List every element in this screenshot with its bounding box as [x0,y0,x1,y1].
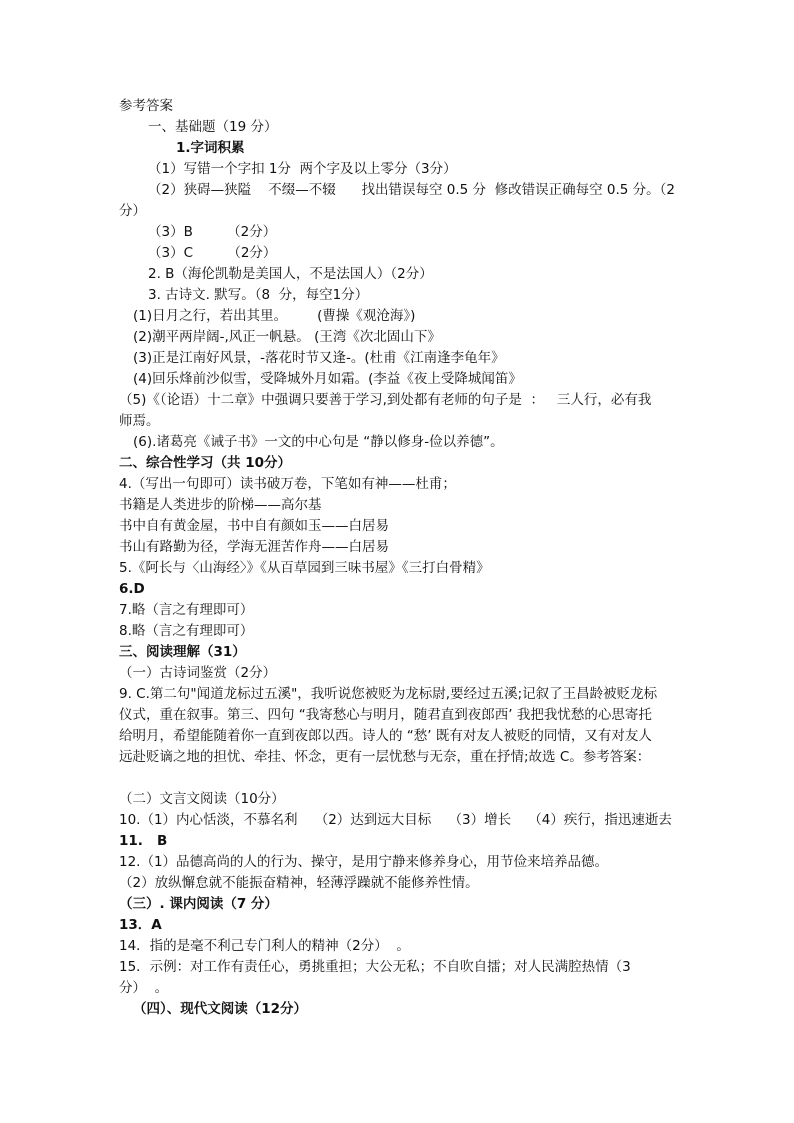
answer-line: 12.（1）品德高尚的人的行为、操守，是用宁静来修养身心，用节俭来培养品德。 [119,854,609,870]
answer-line: 3. 古诗文. 默写。（8 分，每空1分） [148,287,369,303]
answer-line: 仪式，重在叙事。第三、四句 “我寄愁心与明月，随君直到夜郎西’ 我把我忧愁的心思寄托 [119,707,652,723]
answer-line: 11. B [119,833,168,849]
answer-line: （3）B （2分） [148,224,277,240]
answer-line: 书山有路勤为径，学海无涯苦作舟——白居易 [119,539,389,555]
subsection-heading: （三）. 课内阅读（7 分） [119,896,278,912]
answer-line: （1）写错一个字扣 1分 两个字及以上零分（3分） [148,161,457,177]
answer-line: 7.略（言之有理即可） [119,602,254,618]
section-heading: 一、基础题（19 分） [148,119,278,135]
answer-line: 2. B（海伦凯勒是美国人，不是法国人）（2分） [148,266,433,282]
answer-line: 10.（1）内心恬淡，不慕名利 （2）达到远大目标 （3）增长 （4）疾行，指迅速逝去 [119,812,672,828]
answer-line: （2）放纵懈怠就不能振奋精神，轻薄浮躁就不能修养性情。 [119,875,479,891]
answer-line: (3)正是江南好风景，-落花时节又逢-。(杜甫《江南逢李龟年》 [133,350,505,366]
answer-line: (1)日月之行，若出其里。 (曹操《观沧海》) [133,308,416,324]
answer-line: 给明月，希望能随着你一直到夜郎以西。诗人的 “愁’ 既有对友人被贬的同情，又有对友人 [119,728,652,744]
subsection-heading: （一）古诗词鉴赏（2分） [119,665,277,681]
answer-line: 书籍是人类进步的阶梯——高尔基 [119,497,322,513]
answer-line: (2)潮平两岸阔-,风正一帆悬。 (王湾《次北固山下》 [133,329,441,345]
answer-line: （3）C （2分） [148,245,277,261]
answer-line: 4.（写出一句即可）读书破万卷，下笔如有神——杜甫； [119,476,456,492]
section-heading: 二、综合性学习（共 10分） [119,455,291,471]
subsection-heading: （二）文言文阅读（10分） [119,791,285,807]
answer-line: 15．示例：对工作有责任心，勇挑重担；大公无私；不自吹自擂；对人民满腔热情（3 [119,959,631,975]
answer-line: 5.《阿长与〈山海经〉》《从百草园到三味书屋》《三打白骨精》 [119,560,490,576]
answer-line: 6.D [119,581,145,597]
answer-line: (6).诸葛亮《诫子书》一文的中心句是 “静以修身-俭以养德”。 [133,434,504,450]
answer-line: 14．指的是毫不利己专门利人的精神（2分） 。 [119,938,410,954]
answer-line: 13．A [119,917,162,933]
answer-line: 师焉。 [119,413,160,429]
answer-line: 9. C.第二句"闻道龙标过五溪"，我听说您被贬为龙标尉,要经过五溪;记叙了王昌龄被贬龙标 [119,686,658,702]
answer-key-title: 参考答案 [119,98,173,114]
answer-line: (4)回乐烽前沙似雪，受降城外月如霜。(李益《夜上受降城闻笛》 [133,371,522,387]
answer-line: 书中自有黄金屋，书中自有颜如玉——白居易 [119,518,389,534]
answer-line: （2）狭碍—狭隘 不缀—不辍 找出错误每空 0.5 分 修改错误正确每空 0.5 分。（2 [148,182,676,198]
answer-line: 远赴贬谪之地的担忧、牵挂、怀念，更有一层忧愁与无奈，重在抒情;故选 C。参考答案： [119,749,651,765]
answer-line: 分） 。 [119,980,169,996]
answer-line: （5)《（论语）十二章》中强调只要善于学习,到处都有老师的句子是 ： 三人行，必有我 [119,392,652,408]
answer-line: 8.略（言之有理即可） [119,623,254,639]
subsection-heading: （四）、现代文阅读（12分） [133,1001,308,1017]
section-heading: 三、阅读理解（31） [119,644,246,660]
answer-line: 分） [119,203,146,219]
subsection-heading: 1.字词积累 [176,140,245,156]
